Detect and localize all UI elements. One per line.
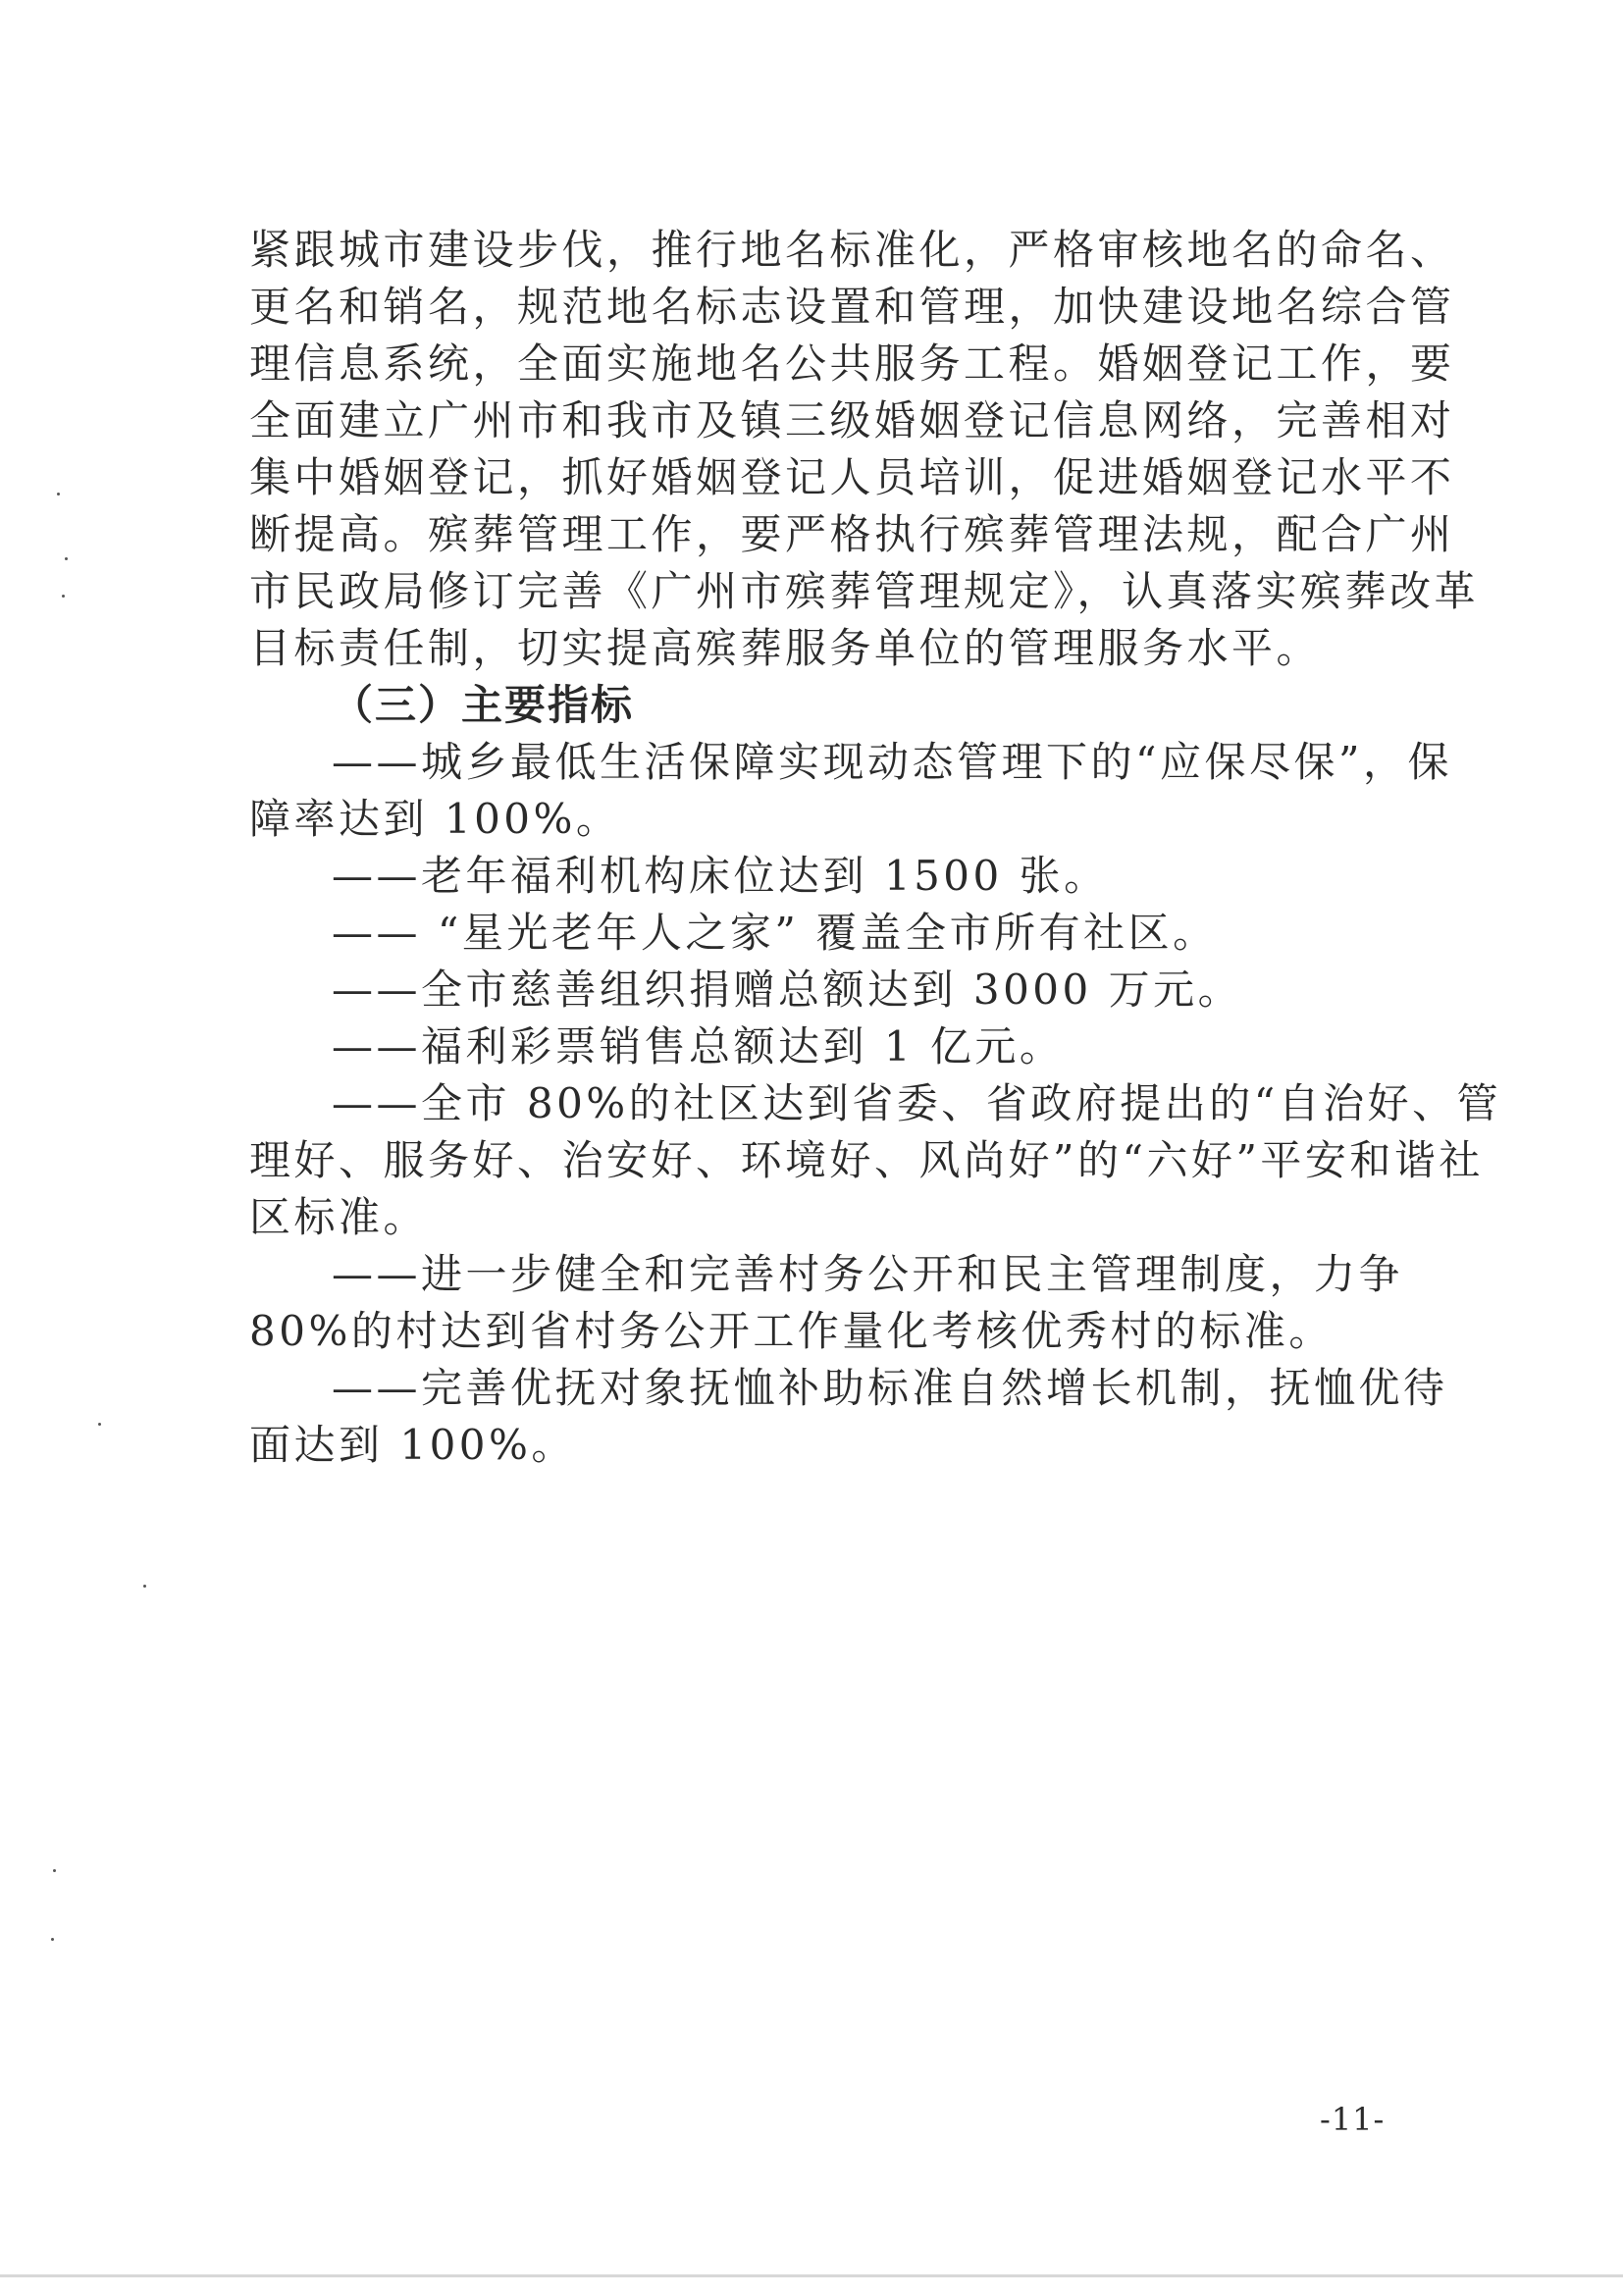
indicator-line: —— “星光老年人之家” 覆盖全市所有社区。	[332, 909, 1218, 957]
body-line: 更名和销名，规范地名标志设置和管理，加快建设地名综合管	[249, 283, 1455, 331]
indicator-line: ——进一步健全和完善村务公开和民主管理制度，力争	[332, 1250, 1404, 1298]
body-line: 集中婚姻登记，抓好婚姻登记人员培训，促进婚姻登记水平不	[249, 453, 1455, 501]
scan-speck	[62, 595, 65, 598]
body-line: 全面建立广州市和我市及镇三级婚姻登记信息网络，完善相对	[249, 396, 1455, 444]
scan-speck	[143, 1585, 146, 1588]
scan-speck	[53, 1869, 56, 1872]
scan-speck	[51, 1938, 54, 1941]
indicator-line: ——福利彩票销售总额达到 1 亿元。	[332, 1022, 1065, 1070]
scan-speck	[98, 1423, 101, 1426]
section-heading: （三）主要指标	[332, 681, 635, 729]
indicator-line: 障率达到 100%。	[249, 795, 621, 843]
body-line: 理信息系统，全面实施地名公共服务工程。婚姻登记工作，要	[249, 339, 1455, 388]
body-line: 目标责任制，切实提高殡葬服务单位的管理服务水平。	[249, 624, 1322, 672]
body-line: 断提高。殡葬管理工作，要严格执行殡葬管理法规，配合广州	[249, 510, 1455, 558]
indicator-line: ——老年福利机构床位达到 1500 张。	[332, 852, 1109, 900]
indicator-line: ——全市 80%的社区达到省委、省政府提出的“自治好、管	[332, 1079, 1502, 1127]
scan-speck	[65, 557, 68, 560]
scan-speck	[57, 493, 60, 496]
indicator-line: ——完善优抚对象抚恤补助标准自然增长机制，抚恤优待	[332, 1364, 1448, 1412]
indicator-line: 80%的村达到省村务公开工作量化考核优秀村的标准。	[249, 1307, 1334, 1355]
indicator-line: 面达到 100%。	[249, 1421, 576, 1469]
indicator-line: 区标准。	[249, 1193, 429, 1241]
page-number: -11-	[1320, 2101, 1386, 2138]
body-line: 紧跟城市建设步伐，推行地名标准化，严格审核地名的命名、	[249, 226, 1455, 274]
body-line: 市民政局修订完善《广州市殡葬管理规定》，认真落实殡葬改革	[249, 567, 1480, 615]
indicator-line: ——全市慈善组织捐赠总额达到 3000 万元。	[332, 965, 1243, 1014]
scan-bottom-edge	[0, 2274, 1623, 2277]
indicator-line: ——城乡最低生活保障实现动态管理下的“应保尽保”，保	[332, 738, 1452, 786]
indicator-line: 理好、服务好、治安好、环境好、风尚好”的“六好”平安和谐社	[249, 1136, 1484, 1184]
